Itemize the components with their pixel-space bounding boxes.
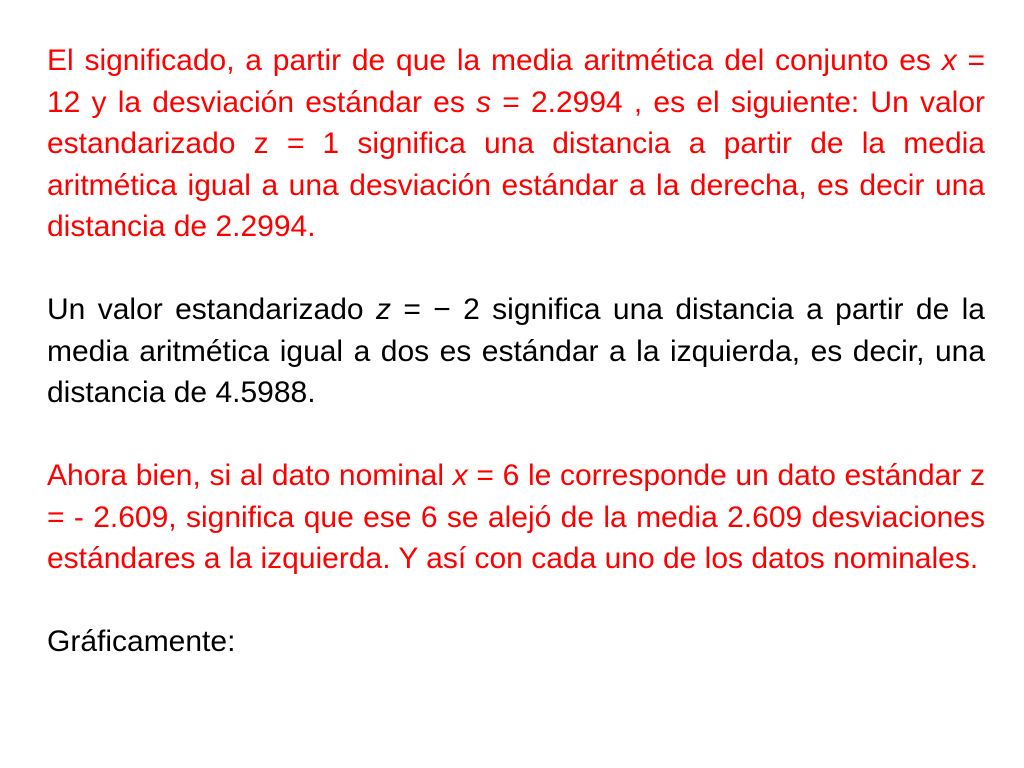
paragraph-z-minus-two bbox=[47, 289, 985, 414]
paragraph-mean-and-deviation bbox=[47, 40, 985, 248]
paragraph-3-text-a: Ahora bien, si al dato nominal bbox=[47, 459, 453, 492]
paragraph-4-text: Gráficamente: bbox=[47, 625, 236, 658]
variable-x: x bbox=[941, 44, 957, 77]
paragraph-graphically bbox=[47, 621, 985, 663]
variable-x-nominal: x bbox=[452, 459, 468, 492]
slide-body bbox=[47, 40, 985, 663]
variable-s: s bbox=[476, 85, 492, 119]
paragraph-3-text-b: = 6 le corresponde un dato estándar z = - 2.609, significa que ese 6 se alejó de la media 2.609 desviaciones estándares a la izquierda. Y así con cada uno de los datos nominales. bbox=[47, 459, 985, 575]
paragraph-1-text-a: El significado, a partir de que la media aritmética del conjunto es bbox=[47, 44, 942, 77]
paragraph-nominal-data bbox=[47, 455, 985, 580]
variable-z: z bbox=[375, 293, 391, 326]
paragraph-1-text-c: = 2.2994 , es el siguiente: Un valor estandarizado z = 1 significa una distancia a partir de la media aritmética igual a una desviación estándar a la derecha, es decir una distancia de 2.2994. bbox=[47, 85, 986, 243]
paragraph-1-text-b: = 12 y la desviación estándar es bbox=[47, 44, 985, 119]
paragraph-2-text-b: = − 2 significa una distancia a partir de la media aritmética igual a dos es estándar a la izquierda, es decir, una distancia de 4.5988. bbox=[47, 293, 985, 409]
paragraph-2-text-a: Un valor estandarizado bbox=[47, 293, 376, 326]
